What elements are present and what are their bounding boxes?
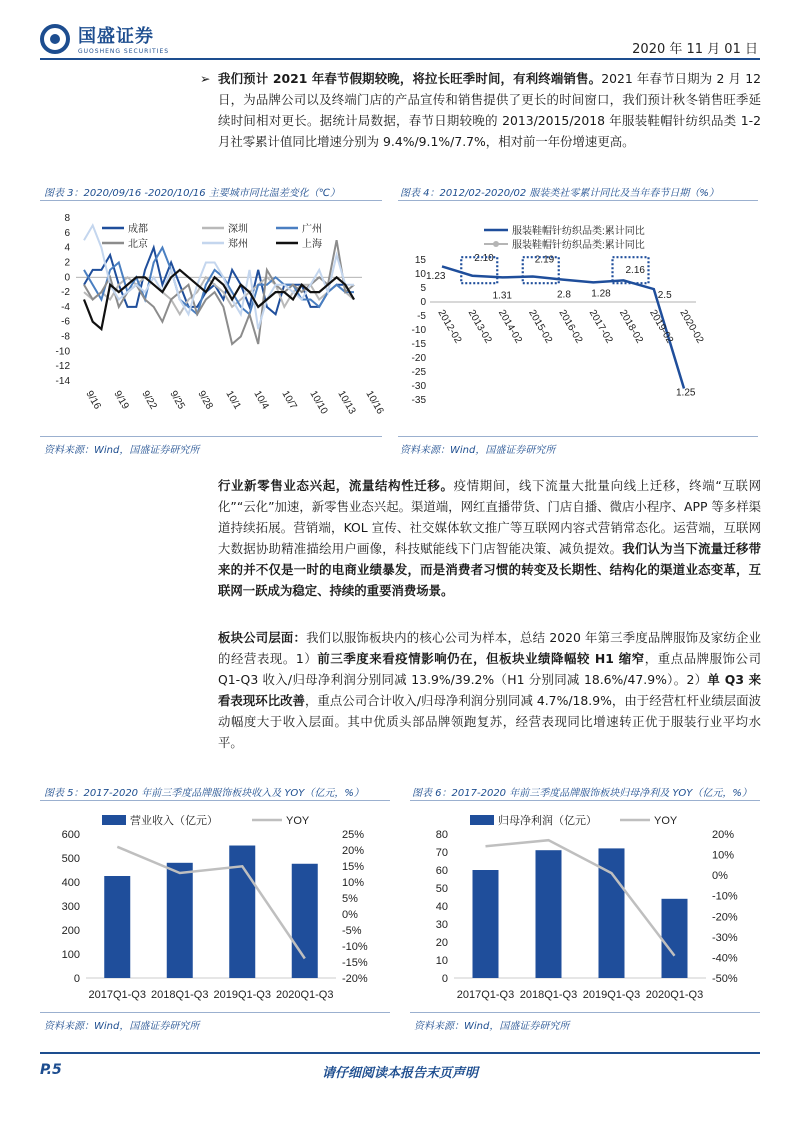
x-tick-label: 10/16 — [363, 389, 386, 417]
x-tick-label: 2017-02 — [586, 308, 615, 346]
footer-notice: 请仔细阅读本报告末页声明 — [321, 1066, 478, 1081]
fig4-source-rule — [398, 436, 758, 437]
y-tick-label: -6 — [61, 316, 70, 328]
fig6-title: 图表 6：2017-2020 年前三季度品牌服饰板块归母净利及 YOY（亿元，%） — [412, 788, 752, 799]
y-tick-label: 10 — [435, 955, 448, 967]
bullet-paragraph — [200, 68, 761, 152]
x-tick-label: 2017Q1-Q3 — [456, 989, 515, 1001]
fig3-title: 图表 3：2020/09/16 -2020/10/16 主要城市同比温差变化（℃） — [44, 188, 341, 199]
bar — [104, 876, 130, 978]
y-tick-label: 500 — [61, 853, 80, 865]
date-label: 1.23 — [426, 271, 446, 282]
y-tick-label: 70 — [435, 847, 448, 859]
fig3-plot — [56, 213, 386, 417]
brand-logo — [40, 22, 169, 55]
y-tick-label: -35 — [411, 395, 426, 406]
x-tick-label: 2013-02 — [465, 308, 494, 346]
paragraph-new-retail — [218, 475, 761, 601]
legend-label: 成都 — [128, 224, 148, 235]
date-label: 1.31 — [492, 290, 512, 302]
bar — [167, 863, 193, 978]
y2-tick-label: 20% — [342, 845, 365, 857]
date-label: 2.8 — [557, 289, 571, 301]
bar — [662, 899, 688, 978]
fig5-plot — [62, 813, 368, 1001]
x-tick-label: 2015-02 — [526, 308, 555, 346]
fig6-source: 资料来源：Wind，国盛证券研究所 — [414, 1021, 570, 1032]
legend-label: 广州 — [302, 224, 322, 235]
x-tick-label: 2019-02 — [647, 308, 676, 346]
y-tick-label: 0 — [64, 272, 70, 284]
x-tick-label: 2012-02 — [435, 308, 464, 346]
x-tick-label: 9/22 — [139, 389, 159, 412]
fig4-plot — [412, 224, 706, 406]
y-tick-label: 60 — [435, 865, 448, 877]
x-tick-label: 2020Q1-Q3 — [276, 989, 334, 1001]
y-tick-label: -15 — [411, 339, 426, 350]
y-tick-label: 0 — [73, 973, 80, 985]
date-label: 2.16 — [625, 265, 645, 277]
fig4-title-rule — [398, 200, 758, 201]
fig6-plot — [436, 813, 738, 1001]
bullet-arrow-icon: ➢ — [200, 71, 211, 86]
report-date: 2020 年 11 月 01 日 — [632, 42, 758, 57]
legend-swatch — [470, 815, 494, 825]
x-tick-label: 10/4 — [251, 389, 271, 412]
y2-tick-label: -30% — [712, 931, 738, 944]
y-tick-label: -20 — [411, 353, 426, 364]
fig3-chart — [40, 206, 386, 431]
date-label: 1.25 — [676, 387, 696, 399]
x-tick-label: 2017Q1-Q3 — [88, 989, 146, 1001]
fig4-title: 图表 4：2012/02-2020/02 服装类社零累计同比及当年春节日期（%） — [400, 188, 719, 199]
y-tick-label: -8 — [61, 331, 70, 343]
y-tick-label: 80 — [435, 829, 448, 841]
bullet-lead: 我们预计 2021 年春节假期较晚，将拉长旺季时间，有利终端销售。 — [218, 71, 602, 86]
para1-tail: 我们认为当下流量迁移带来的并不仅是一时的电商业绩暴发，而是消费者习惯的转变及长期性、结构化的渠道业态变革，互联网一跃成为稳定、持续的重要消费场景。 — [218, 541, 762, 598]
fig5-chart — [40, 806, 392, 1006]
legend-label: 北京 — [128, 239, 148, 250]
y-tick-label: 4 — [64, 242, 70, 254]
y2-tick-label: 10% — [342, 877, 365, 889]
x-tick-label: 2019Q1-Q3 — [213, 989, 271, 1001]
y-tick-label: 200 — [61, 925, 80, 937]
paragraph-company-level — [218, 627, 761, 753]
legend-label: 归母净利润（亿元） — [498, 815, 597, 827]
para2-text-2: ，重点品牌服饰公司 Q1-Q3 收入/归母净利润分别同减 13.9%/39.2%（H1 分别同减 18.6%/47.9%）。2） — [218, 651, 761, 687]
x-tick-label: 2020-02 — [677, 308, 706, 346]
para2-text-1: 我们以服饰板块内的核心公司为样本，总结 2020 年第三季度品牌服饰及家纺企业的经营表现。1） — [218, 630, 761, 666]
x-tick-label: 2020Q1-Q3 — [645, 989, 704, 1001]
para2-bold-1: 前三季度来看疫情影响仍在，但板块业绩降幅较 H1 缩窄 — [317, 651, 645, 666]
y-tick-label: 300 — [61, 901, 80, 913]
fig3-source-rule — [40, 436, 382, 437]
y2-tick-label: -10% — [342, 941, 368, 953]
y-tick-label: 600 — [61, 829, 80, 841]
y-tick-label: -2 — [61, 287, 70, 299]
y-tick-label: 100 — [61, 949, 80, 961]
legend-label: 服装鞋帽针纺织品类:累计同比 — [512, 240, 645, 251]
x-tick-label: 10/1 — [223, 389, 243, 412]
brand-name-en: GUOSHENG SECURITIES — [78, 48, 170, 55]
y2-tick-label: -15% — [342, 957, 368, 969]
x-tick-label: 9/19 — [111, 389, 131, 412]
bar — [292, 864, 318, 978]
footer-rule — [40, 1052, 760, 1054]
y-tick-label: -10 — [55, 346, 70, 358]
fig3-source: 资料来源：Wind，国盛证券研究所 — [44, 445, 200, 456]
y-tick-label: 15 — [414, 255, 426, 266]
y-tick-label: -5 — [417, 311, 426, 322]
para2-bold-2: 单 Q3 来看表现环比改善 — [218, 672, 761, 708]
y2-tick-label: -5% — [342, 925, 362, 937]
page-number: P.5 — [40, 1062, 62, 1078]
y2-tick-label: 20% — [712, 829, 735, 841]
fig6-title-rule — [410, 800, 760, 801]
y-tick-label: 10 — [414, 269, 426, 280]
y-tick-label: 8 — [64, 213, 70, 224]
fig5-source-rule — [40, 1012, 390, 1013]
y-tick-label: -4 — [61, 301, 70, 313]
date-label: 1.28 — [591, 288, 611, 300]
y2-tick-label: 15% — [342, 861, 365, 873]
x-tick-label: 2014-02 — [495, 308, 524, 346]
legend-label: 郑州 — [228, 239, 248, 250]
y2-tick-label: 5% — [342, 893, 358, 905]
date-label: 2.5 — [657, 290, 672, 301]
x-tick-label: 9/25 — [167, 389, 187, 412]
legend-label: YOY — [286, 815, 310, 827]
y-tick-label: -14 — [55, 376, 70, 387]
para2-text-3: ，重点公司合计收入/归母净利润分别同减 4.7%/18.9%，由于经营杠杆业绩层面波动幅度大于收入层面。其中优质头部品牌领跑复苏，经营表现同比增速转正优于服装行业平均水平。 — [218, 693, 762, 750]
fig3-title-rule — [40, 200, 382, 201]
x-tick-label: 10/7 — [279, 389, 299, 412]
date-label: 2.10 — [474, 252, 494, 264]
y2-tick-label: -10% — [712, 890, 738, 903]
bullet-body: 2021 年春节日期为 2 月 12 日，为品牌公司以及终端门店的产品宣传和销售提供了更长的时间窗口，我们预计秋冬销售旺季延续时间相对更长。据统计局数据，春节日期较晚的 2013/2015/2018 年服装鞋帽针纺织品类 1-2 月社零累计值同比增速分别为 9.4%/9.1%/7.7%，相对前一年份增速更高。 — [218, 71, 761, 149]
x-tick-label: 9/28 — [195, 389, 215, 412]
legend-label: 服装鞋帽针纺织品类:累计同比 — [512, 226, 645, 237]
x-tick-label: 10/13 — [335, 389, 358, 417]
fig5-source: 资料来源：Wind，国盛证券研究所 — [44, 1021, 200, 1032]
bar — [536, 850, 562, 978]
y2-tick-label: 25% — [342, 829, 365, 841]
legend-label: 深圳 — [228, 224, 248, 235]
y2-tick-label: 0% — [712, 870, 728, 883]
y2-tick-label: -20% — [712, 911, 738, 924]
legend-label: 营业收入（亿元） — [130, 815, 218, 827]
y-tick-label: 6 — [64, 227, 70, 239]
yoy-line — [117, 847, 304, 959]
brand-name: 国盛证券 — [78, 26, 154, 47]
y-tick-label: 0 — [420, 297, 426, 308]
x-tick-label: 2019Q1-Q3 — [582, 989, 641, 1001]
fig4-source: 资料来源：Wind，国盛证券研究所 — [400, 445, 556, 456]
legend-label: 上海 — [302, 239, 322, 250]
y2-tick-label: -40% — [712, 952, 738, 965]
x-tick-label: 2018Q1-Q3 — [519, 989, 578, 1001]
y-tick-label: 400 — [61, 877, 80, 889]
x-tick-label: 9/16 — [83, 389, 103, 412]
y2-tick-label: 0% — [342, 909, 358, 921]
fig5-title-rule — [40, 800, 390, 801]
fig6-chart — [410, 806, 762, 1006]
bar — [473, 870, 499, 978]
legend-marker — [493, 241, 499, 247]
y-tick-label: 40 — [435, 901, 448, 913]
legend-swatch — [102, 815, 126, 825]
fig4-chart — [396, 206, 760, 431]
y-tick-label: 2 — [64, 257, 70, 269]
y-tick-label: 50 — [435, 883, 448, 895]
yoy-line — [486, 840, 675, 956]
logo-icon — [40, 24, 70, 54]
y-tick-label: -30 — [411, 381, 426, 392]
y2-tick-label: -50% — [712, 973, 738, 985]
y-tick-label: -12 — [55, 361, 70, 373]
y-tick-label: 20 — [435, 937, 448, 949]
header-rule — [40, 58, 760, 60]
y-tick-label: -10 — [411, 325, 426, 336]
fig5-title: 图表 5：2017-2020 年前三季度品牌服饰板块收入及 YOY（亿元，%） — [44, 788, 364, 799]
para1-body: 疫情期间，线下流量大批量向线上迁移，终端“互联网化”“云化”加速，新零售业态兴起。渠道端，网红直播带货、门店自播、微店小程序、APP 等多样渠道持续拓展。营销端，KOL 宣传、社交媒体软文推广等互联网内容式营销常态化。运营端，互联网大数据协助精准描绘用户画像，科技赋能线下门店智能决策、减负提效。 — [218, 478, 762, 556]
y-tick-label: 5 — [420, 283, 426, 294]
x-tick-label: 2018-02 — [616, 308, 645, 346]
x-tick-label: 2018Q1-Q3 — [151, 989, 209, 1001]
para2-lead: 板块公司层面： — [218, 630, 307, 645]
date-label: 2.19 — [534, 254, 555, 266]
fig6-source-rule — [410, 1012, 760, 1013]
y-tick-label: -25 — [411, 367, 426, 378]
x-tick-label: 2016-02 — [556, 308, 585, 346]
y2-tick-label: 10% — [712, 849, 735, 862]
y-tick-label: 0 — [441, 973, 448, 985]
y-tick-label: 30 — [435, 919, 448, 931]
x-tick-label: 10/10 — [307, 389, 330, 417]
para1-lead: 行业新零售业态兴起，流量结构性迁移。 — [218, 478, 454, 493]
legend-label: YOY — [654, 815, 678, 827]
y2-tick-label: -20% — [342, 973, 368, 985]
